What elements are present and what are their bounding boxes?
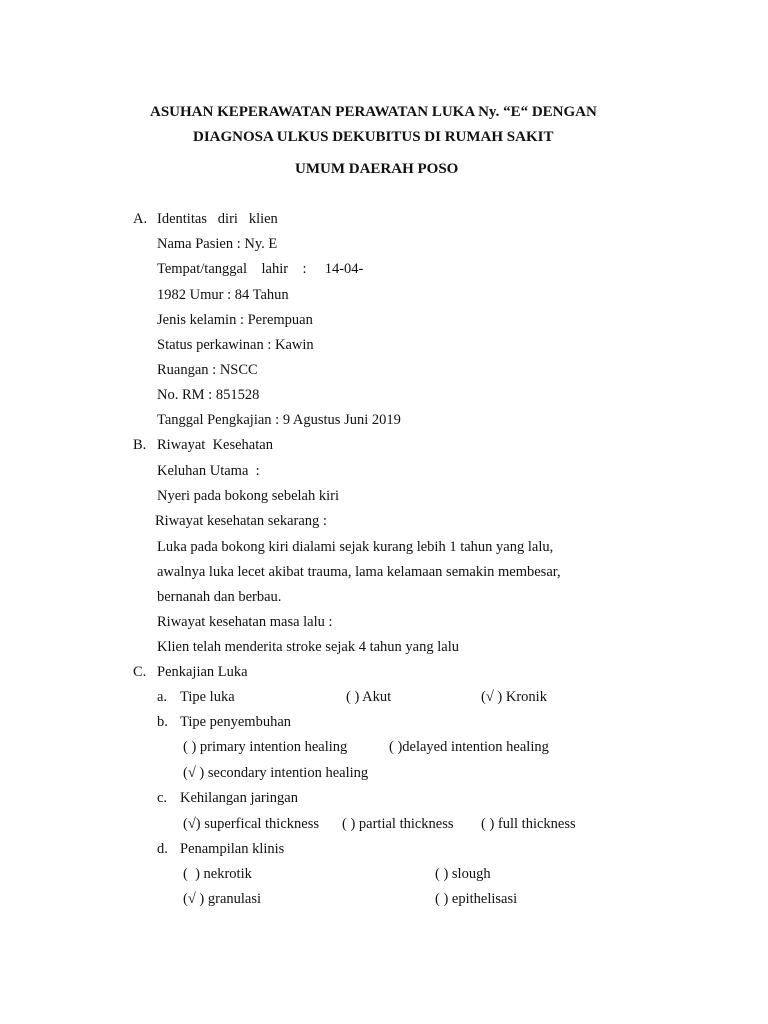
tissue-full: ( ) full thickness xyxy=(481,816,576,832)
item-a-marker: a. xyxy=(157,689,168,705)
current-history-line-2: awalnya luka lecet akibat trauma, lama kelamaan semakin membesar, xyxy=(157,564,561,580)
birth-place-date: Tempat/tanggal lahir : 14-04- xyxy=(157,261,364,277)
section-c-marker: C. xyxy=(133,664,147,680)
appearance-necrotic: ( ) nekrotik xyxy=(183,866,252,882)
appearance-granulation: (√ ) granulasi xyxy=(183,891,262,907)
clinical-appearance-label: Penampilan klinis xyxy=(180,841,285,857)
appearance-epithelialization: ( ) epithelisasi xyxy=(435,891,518,907)
past-history-text: Klien telah menderita stroke sejak 4 tahun yang lalu xyxy=(157,639,459,655)
main-complaint-label: Keluhan Utama : xyxy=(157,463,260,479)
healing-type-label: Tipe penyembuhan xyxy=(180,714,292,730)
item-b-marker: b. xyxy=(157,714,168,730)
title-line-1: ASUHAN KEPERAWATAN PERAWATAN LUKA Ny. “E“ DENGAN xyxy=(150,104,597,120)
birth-year-age: 1982 Umur : 84 Tahun xyxy=(157,287,289,303)
appearance-slough: ( ) slough xyxy=(435,866,491,882)
tissue-superficial: (√) superfical thickness xyxy=(183,816,319,832)
past-history-label: Riwayat kesehatan masa lalu : xyxy=(157,614,333,630)
gender: Jenis kelamin : Perempuan xyxy=(157,312,313,328)
assessment-date: Tanggal Pengkajian : 9 Agustus Juni 2019 xyxy=(157,412,401,428)
healing-delayed: ( )delayed intention healing xyxy=(389,739,549,755)
tissue-loss-label: Kehilangan jaringan xyxy=(180,790,298,806)
current-history-line-1: Luka pada bokong kiri dialami sejak kurang lebih 1 tahun yang lalu, xyxy=(157,539,554,555)
section-b-heading: Riwayat Kesehatan xyxy=(157,437,273,453)
section-b-marker: B. xyxy=(133,437,147,453)
section-a-heading: Identitas diri klien xyxy=(157,211,278,227)
title-line-3: UMUM DAERAH POSO xyxy=(295,161,459,177)
title-line-2: DIAGNOSA ULKUS DEKUBITUS DI RUMAH SAKIT xyxy=(193,129,554,145)
healing-secondary: (√ ) secondary intention healing xyxy=(183,765,369,781)
tissue-partial: ( ) partial thickness xyxy=(342,816,454,832)
wound-type-acute: ( ) Akut xyxy=(346,689,392,705)
room: Ruangan : NSCC xyxy=(157,362,258,378)
wound-type-chronic: (√ ) Kronik xyxy=(481,689,547,705)
patient-name: Nama Pasien : Ny. E xyxy=(157,236,278,252)
marital-status: Status perkawinan : Kawin xyxy=(157,337,314,353)
medical-record-number: No. RM : 851528 xyxy=(157,387,260,403)
current-history-line-3: bernanah dan berbau. xyxy=(157,589,282,605)
section-a-marker: A. xyxy=(133,211,148,227)
item-d-marker: d. xyxy=(157,841,168,857)
main-complaint-text: Nyeri pada bokong sebelah kiri xyxy=(157,488,340,504)
section-c-heading: Penkajian Luka xyxy=(157,664,248,680)
item-c-marker: c. xyxy=(157,790,168,806)
current-history-label: Riwayat kesehatan sekarang : xyxy=(155,513,327,529)
wound-type-label: Tipe luka xyxy=(180,689,235,705)
healing-primary: ( ) primary intention healing xyxy=(183,739,348,755)
